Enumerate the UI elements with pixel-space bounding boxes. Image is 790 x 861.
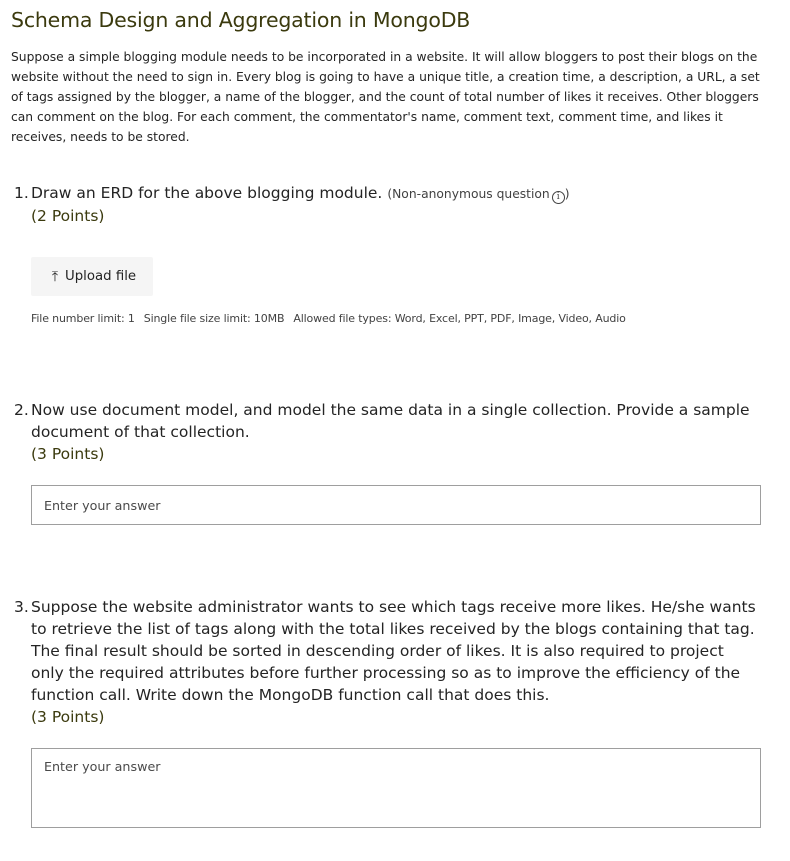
- question-3-points: (3 Points): [31, 708, 105, 726]
- question-2-number: 2.: [14, 401, 29, 419]
- question-3-number: 3.: [14, 598, 29, 616]
- question-1-note: (Non-anonymous question i ): [387, 187, 570, 202]
- upload-file-button[interactable]: [31, 257, 153, 296]
- file-size-limit: Single file size limit: 10MB: [143, 312, 285, 325]
- upload-file-label: Upload file: [65, 269, 137, 284]
- question-1-text: Draw an ERD for the above blogging module.: [31, 184, 383, 202]
- page-description: Suppose a simple blogging module needs to be incorporated in a website. It will allow bloggers to post their blogs on the website without the need to sign in. Every blog is going to have a unique title, a creation time, a description, a URL, a set of tags assigned by the blogger, a name of the blogger, and the count of total number of likes it receives. Other bloggers can comment on the blog. For each comment, the commentator's name, comment text, comment time, and likes it receives, needs to be stored.: [11, 50, 760, 144]
- info-icon[interactable]: i: [552, 191, 565, 204]
- question-3: [14, 596, 759, 728]
- upload-arrow-icon: ⤒: [51, 268, 59, 285]
- page-title: Schema Design and Aggregation in MongoDB: [11, 8, 471, 32]
- file-limits: [31, 312, 626, 325]
- question-1-points: (2 Points): [31, 207, 105, 225]
- question-2-points: (3 Points): [31, 445, 105, 463]
- file-types-allowed: Allowed file types: Word, Excel, PPT, PDF, Image, Video, Audio: [293, 312, 626, 325]
- question-2-text: Now use document model, and model the same data in a single collection. Provide a sample document of that collection.: [31, 401, 750, 441]
- file-number-limit: File number limit: 1: [31, 312, 135, 325]
- question-2: [14, 399, 759, 465]
- question-3-answer-input[interactable]: [31, 748, 761, 828]
- question-1: [14, 182, 759, 227]
- question-1-number: 1.: [14, 184, 29, 202]
- question-3-text: Suppose the website administrator wants to see which tags receive more likes. He/she wants to retrieve the list of tags along with the total likes received by the blogs containing that tag. The final result should be sorted in descending order of likes. It is also required to project only the required attributes before further processing so as to improve the efficiency of the function call. Write down the MongoDB function call that does this.: [31, 598, 756, 704]
- question-2-answer-input[interactable]: [31, 485, 761, 525]
